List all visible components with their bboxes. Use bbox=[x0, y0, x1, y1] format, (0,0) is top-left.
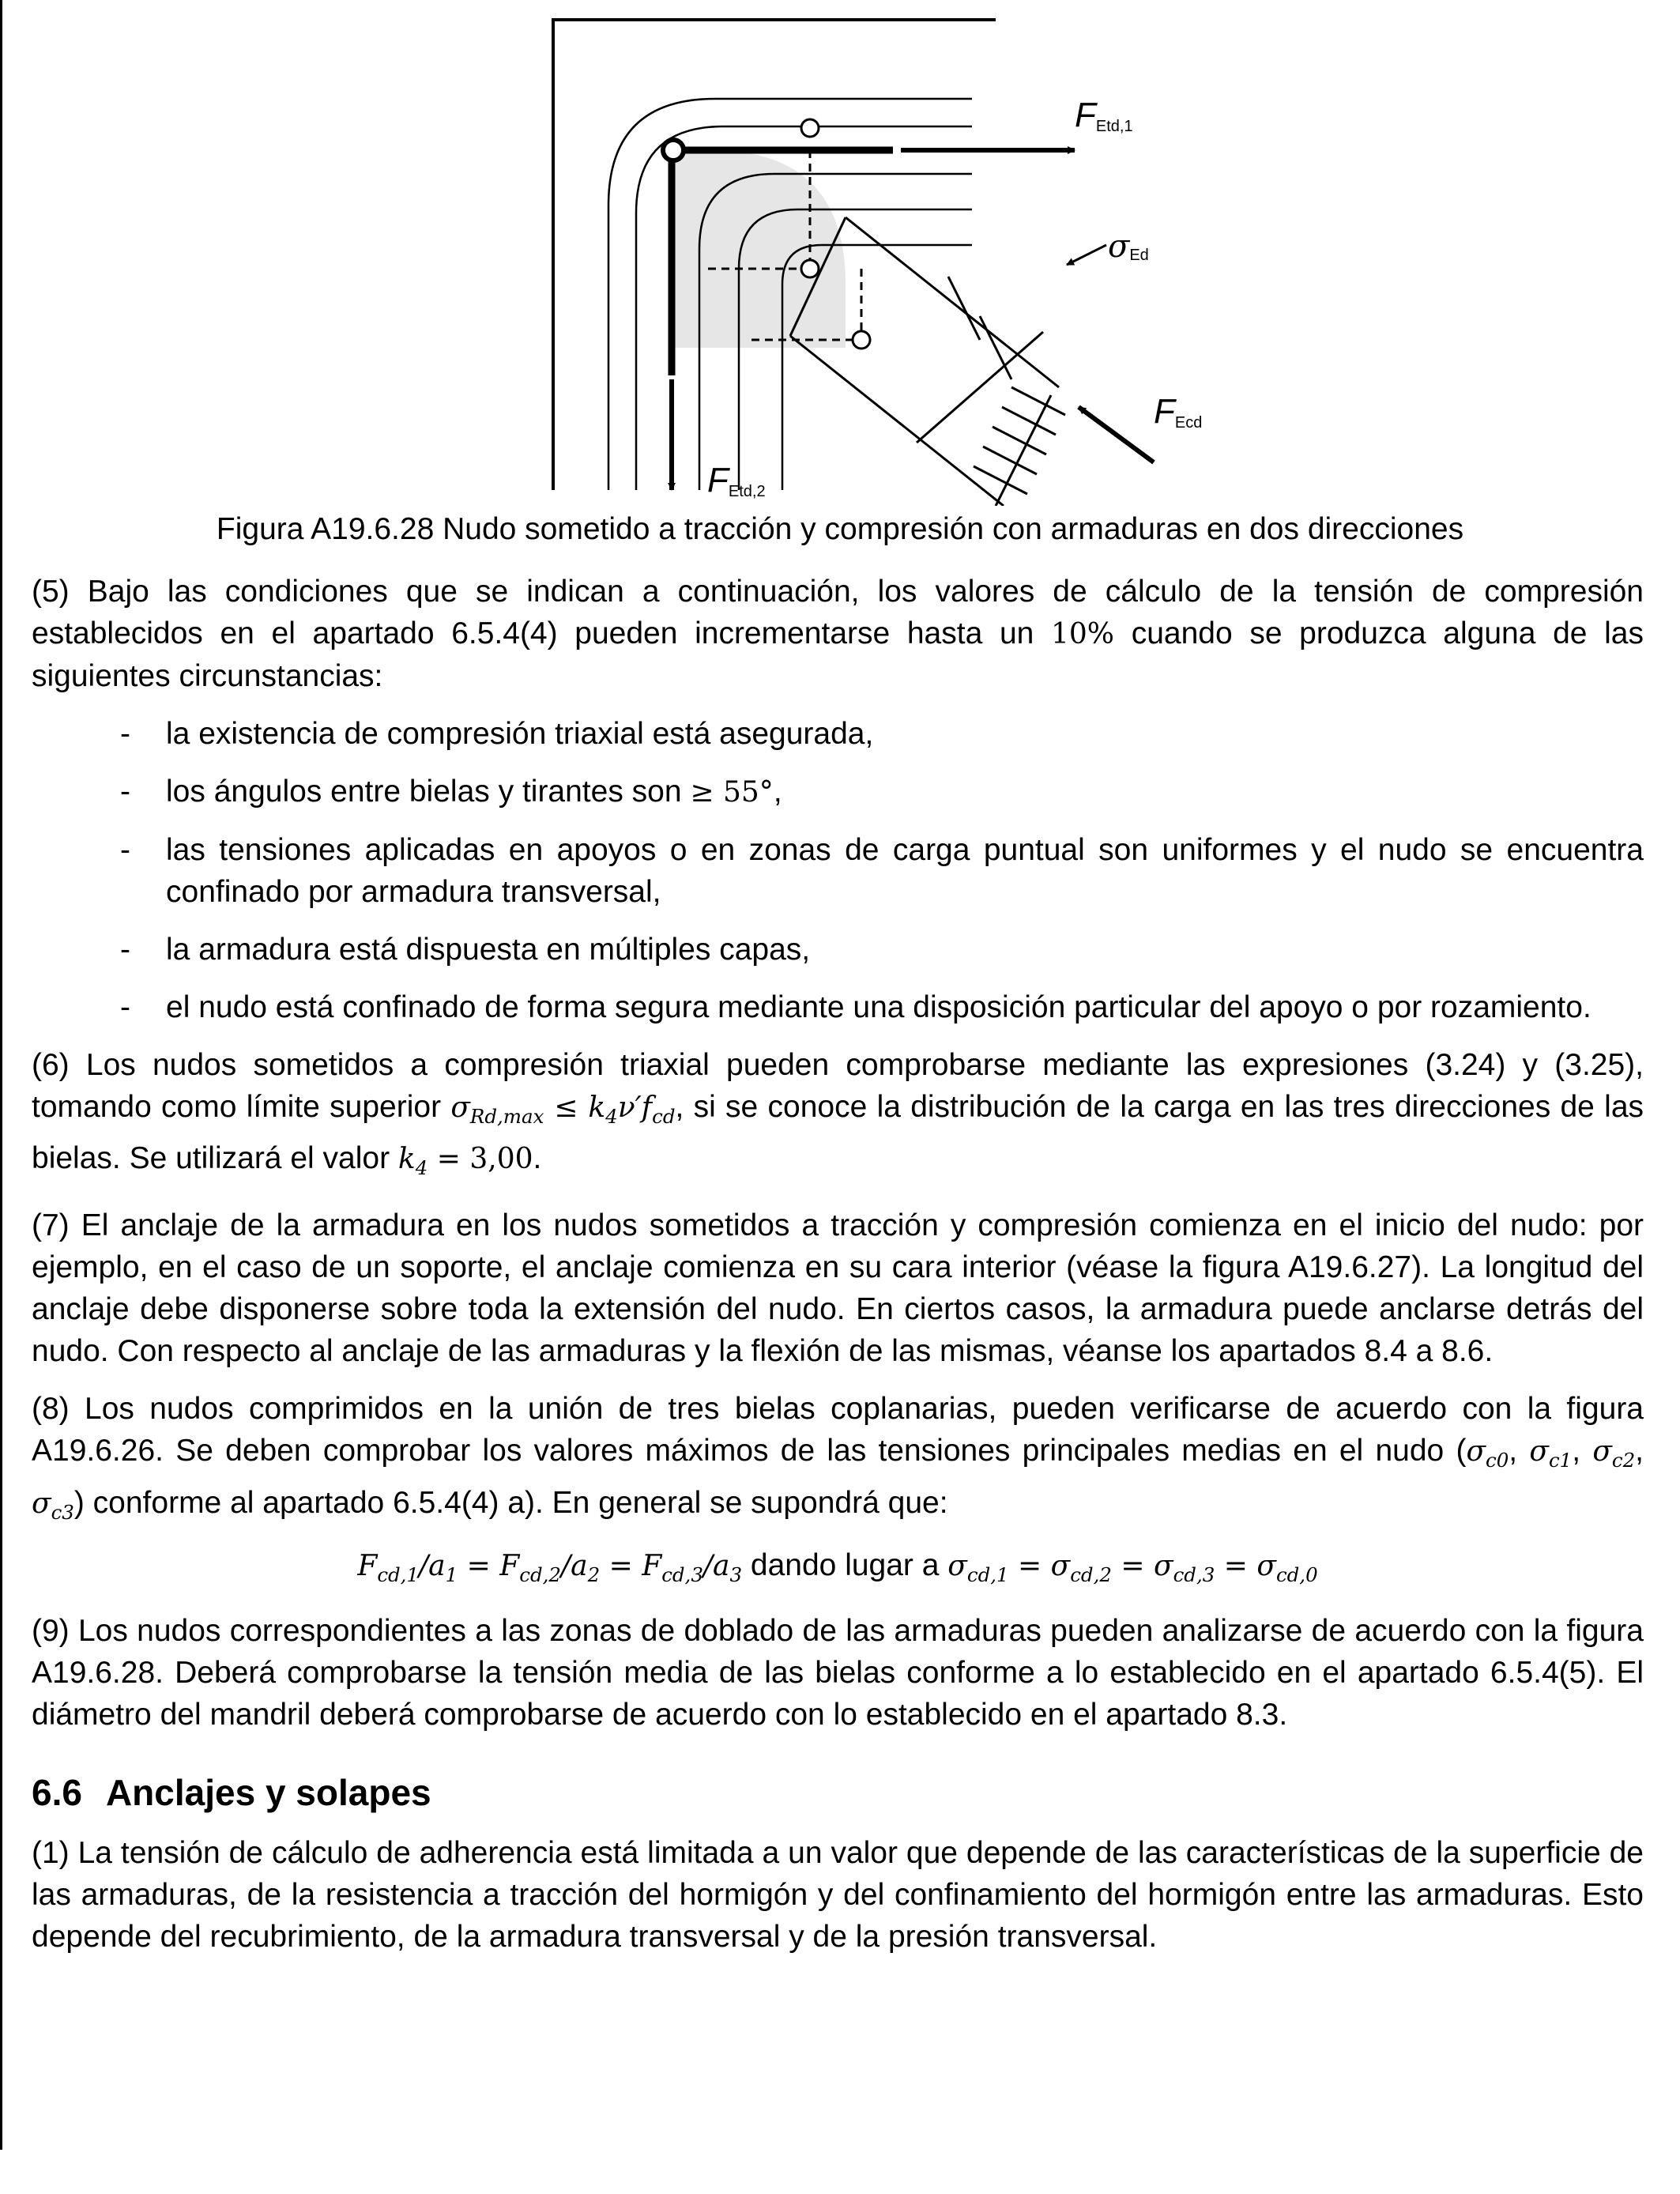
document-body bbox=[32, 571, 1644, 1973]
list-item: - la armadura está dispuesta en múltiples capas, bbox=[120, 933, 811, 967]
label-sigma-ed: σEd bbox=[1108, 228, 1149, 265]
arrow-f-ecd bbox=[1079, 407, 1154, 462]
list-item: - la existencia de compresión triaxial está asegurada, bbox=[120, 717, 874, 751]
paragraph-9: (9) Los nudos correspondientes a las zonas de doblado de las armaduras pueden analizarse de acuerdo con la figura A19.6.28. Deberá comprobarse la tensión media de las bielas conforme a lo establecido en el apartado 6.5.4(5). El diámetro del mandril deberá comprobarse de acuerdo con lo establecido en el apartado 8.3. bbox=[32, 1613, 1644, 1732]
list-item: - el nudo está confinado de forma segura mediante una disposición particular del apoyo o por rozamiento. bbox=[120, 990, 1591, 1024]
arrow-sigma bbox=[1067, 245, 1106, 265]
paragraph-5: (5) Bajo las condiciones que se indican a continuación, los valores de cálculo de la tensión de compresión establecidos en el apartado 6.5.4(4) pueden incrementarse hasta un 10% cuando se produzca alguna de las siguientes circunstancias: bbox=[32, 575, 1644, 693]
node-diagram bbox=[506, 16, 1217, 506]
list-item: - las tensiones aplicadas en apoyos o en zonas de carga puntual son uniformes y el nudo se encuentra confinado por armadura transversal, bbox=[120, 833, 1644, 909]
page-left-border bbox=[0, 0, 2, 2150]
paragraph-7: (7) El anclaje de la armadura en los nudos sometidos a tracción y compresión comienza en el inicio del nudo: por ejemplo, en el caso de un soporte, el anclaje comienza en su cara interior (véase la figura A19.6.27). La longitud del anclaje debe disponerse sobre toda la extensión del nudo. En ciertos casos, la armadura puede anclarse detrás del nudo. Con respecto al anclaje de las armaduras y la flexión de las mismas, véanse los apartados 8.4 a 8.6. bbox=[32, 1208, 1644, 1369]
section-heading: 6.6 Anclajes y solapes bbox=[32, 1771, 431, 1813]
conditions-list bbox=[32, 713, 1644, 1028]
label-f-etd-1: FEtd,1 bbox=[1075, 96, 1133, 135]
bearing-hatch bbox=[974, 387, 1065, 506]
equation: $F_{cd,1}/a_1 = F_{cd,2}/a_2 = F_{cd,3}/a_3$ dando lugar a $\sigma_{cd,1} = \sigma_{cd,2} = \sigma_{cd,3} = \sigma_{cd,0}$ bbox=[357, 1547, 1318, 1586]
node-corner bbox=[663, 140, 684, 160]
paragraph-8: (8) Los nudos comprimidos en la unión de tres bielas coplanarias, pueden verificarse de acuerdo con la figura A19.6.26. Se deben comprobar los valores máximos de las tensiones principales medias en el nudo ($\sigma_{c0}$, $\sigma_{c1}$, $\sigma_{c2}$, $\sigma_{c3}$) conforme al apartado 6.5.4(4) a). En general se supondrá que: bbox=[32, 1392, 1644, 1524]
paragraph-6: (6) Los nudos sometidos a compresión triaxial pueden comprobarse mediante las expresiones (3.24) y (3.25), tomando como límite superior $\sigma_{Rd,max} \le k_4\nu'f_{cd}$, si se conoce la distribución de la carga en las tres direcciones de las bielas. Se utilizará el valor $k_4 = 3,00$. bbox=[32, 1048, 1644, 1180]
list-item: - los ángulos entre bielas y tirantes son ≥ 55°, bbox=[120, 775, 782, 809]
label-f-ecd: FEcd bbox=[1154, 392, 1203, 432]
figure-caption: Figura A19.6.28 Nudo sometido a tracción y compresión con armaduras en dos direcciones bbox=[216, 512, 1464, 546]
label-f-etd-2: FEtd,2 bbox=[707, 461, 766, 500]
section-paragraph-1: (1) La tensión de cálculo de adherencia está limitada a un valor que depende de las características de la superficie de las armaduras, de la resistencia a tracción del hormigón y del confinamiento del hormigón entre las armaduras. Esto depende del recubrimiento, de la armadura transversal y de la presión transversal. bbox=[32, 1835, 1644, 1954]
node-region bbox=[672, 150, 846, 348]
